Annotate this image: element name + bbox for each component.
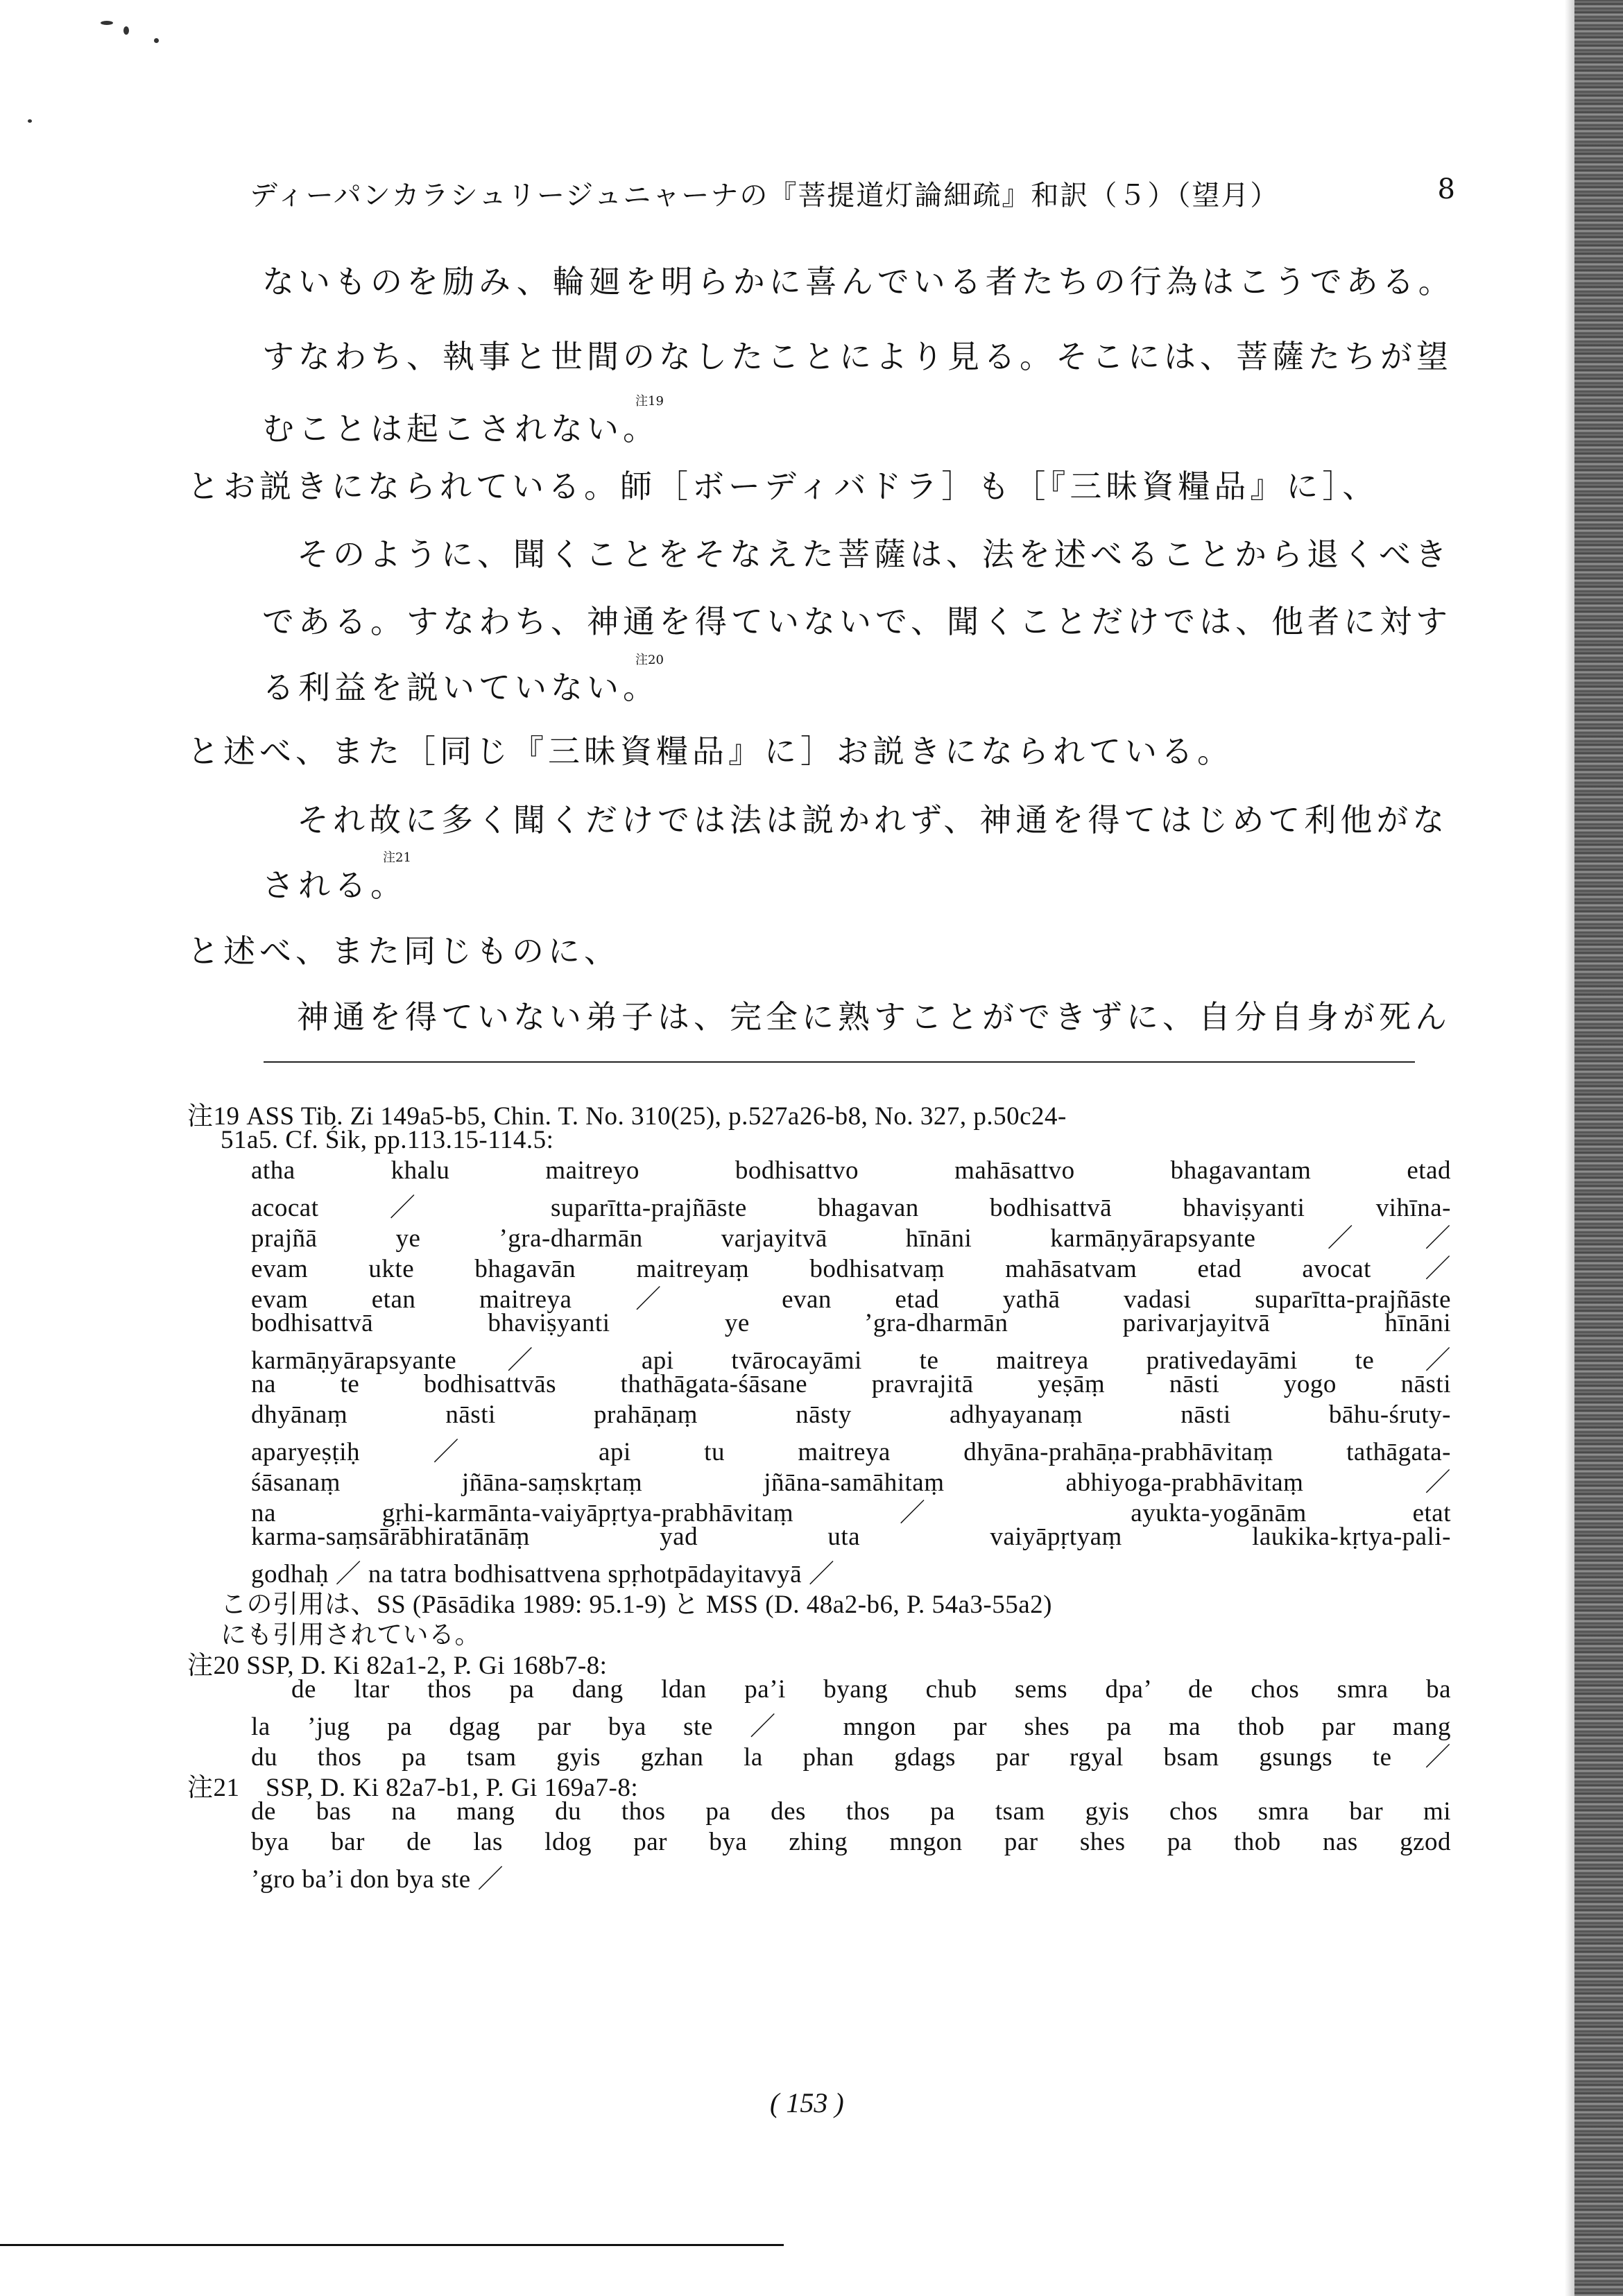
footnote-line: evam etan maitreya ／ evan etad yathā vadasi suparītta-prajñāste — [251, 1285, 1451, 1314]
footnote-line: karma-saṃsārābhiratānāṃ yad uta vaiyāpṛtyaṃ laukika-kṛtya-pali- — [251, 1523, 1451, 1551]
footnote-line: ’gro ba’i don bya ste ／ — [251, 1865, 504, 1894]
footnote-line: śāsanaṃ jñāna-saṃskṛtaṃ jñāna-samāhitaṃ abhiyoga-prabhāvitaṃ ／ — [251, 1468, 1451, 1497]
footnote-line: na gṛhi-karmānta-vaiyāpṛtya-prabhāvitaṃ ／ ayukta-yogānām etat — [251, 1499, 1451, 1527]
footnote-line: karmāṇyārapsyante／ api tvārocayāmi te maitreya prativedayāmi te／ — [251, 1346, 1451, 1375]
footnote-line: atha khalu maitreyo bodhisattvo mahāsattvo bhagavantam etad — [251, 1156, 1451, 1185]
footnote-line: de ltar thos pa dang ldan pa’i byang chub sems dpa’ de chos smra ba — [291, 1675, 1451, 1704]
footnote-line: bya bar de las ldog par bya zhing mngon par shes pa thob nas gzod — [251, 1828, 1451, 1856]
scan-edge-shadow — [1565, 0, 1574, 2296]
body-line: それ故に多く聞くだけでは法は説かれず、神通を得てはじめて利他がな — [297, 801, 1449, 839]
footnote-line: 51a5. Cf. Śik, pp.113.15-114.5: — [221, 1126, 554, 1154]
footnote-rule — [264, 1061, 1415, 1063]
footnote-line: 注19 ASS Tib. Zi 149a5-b5, Chin. T. No. 310(25), p.527a26-b8, No. 327, p.50c24- — [187, 1102, 1067, 1131]
body-line: とお説きになられている。師［ボーディバドラ］も［『三昧資糧品』に］、 — [187, 468, 1379, 505]
body-line: である。すなわち、神通を得ていないで、聞くことだけでは、他者に対す — [262, 603, 1452, 640]
footnote-line: du thos pa tsam gyis gzhan la phan gdags par rgyal bsam gsungs te／ — [251, 1743, 1451, 1772]
footnote-line: この引用は、SS (Pāsādika 1989: 95.1-9) と MSS (D. 48a2-b6, P. 54a3-55a2) — [221, 1591, 1052, 1619]
header-title: ディーパンカラシュリージュニャーナの『菩提道灯論細疏』和訳（５）（望月） — [250, 180, 1280, 212]
note-ref: 注20 — [635, 652, 664, 667]
scan-speck — [123, 26, 129, 35]
footnote-line: dhyānaṃ nāsti prahāṇaṃ nāsty adhyayanaṃ nāsti bāhu-śruty- — [251, 1400, 1451, 1429]
body-line: と述べ、また同じものに、 — [187, 932, 620, 970]
body-line: される。$^{注21}$ — [262, 850, 411, 904]
footnote-line: prajñā ye ’gra-dharmān varjayitvā hīnāni karmāṇyārapsyante／／ — [251, 1224, 1451, 1253]
body-line: 神通を得ていない弟子は、完全に熟すことができずに、自分自身が死ん — [297, 998, 1451, 1036]
footnote-line: godhaḥ ／ na tatra bodhisattvena spṛhotpādayitavyā ／ — [251, 1560, 835, 1588]
body-line: そのように、聞くことをそなえた菩薩は、法を述べることから退くべき — [297, 536, 1451, 573]
footnote-line: 注20 SSP, D. Ki 82a1-2, P. Gi 168b7-8: — [187, 1652, 608, 1680]
footnote-line: 注21 SSP, D. Ki 82a7-b1, P. Gi 169a7-8: — [187, 1774, 639, 1802]
footnote-line: にも引用されている。 — [221, 1621, 481, 1650]
body-line: ないものを励み、輪廻を明らかに喜んでいる者たちの行為はこうである。 — [262, 263, 1454, 300]
body-line: る利益を説いていない。$^{注20}$ — [262, 652, 664, 706]
footnote-line: de bas na mang du thos pa des thos pa tsam gyis chos smra bar mi — [251, 1797, 1451, 1826]
footnote-line: na te bodhisattvās thathāgata-śāsane pravrajitā yeṣāṃ nāsti yogo nāsti — [251, 1370, 1451, 1398]
scan-speck — [28, 119, 32, 123]
footnote-line: evam ukte bhagavān maitreyaṃ bodhisatvaṃ mahāsatvam etad avocat／ — [251, 1255, 1451, 1283]
note-ref: 注21 — [383, 850, 411, 865]
scan-speck — [154, 38, 159, 43]
footnote-line: bodhisattvā bhaviṣyanti ye ’gra-dharmān parivarjayitvā hīnāni — [251, 1309, 1451, 1337]
footnote-line: acocat ／ suparītta-prajñāste bhagavan bodhisattvā bhaviṣyanti vihīna- — [251, 1194, 1451, 1222]
body-line: むことは起こされない。$^{注19}$ — [262, 393, 664, 447]
note-ref: 注19 — [635, 393, 664, 409]
scan-speck — [101, 21, 113, 25]
scan-edge — [1574, 0, 1623, 2296]
body-line: すなわち、執事と世間のなしたことにより見る。そこには、菩薩たちが望 — [262, 338, 1452, 375]
bottom-scan-line — [0, 2244, 784, 2246]
footnote-line: aparyeṣṭiḥ ／ api tu maitreya dhyāna-prahāṇa-prabhāvitaṃ tathāgata- — [251, 1438, 1451, 1466]
footnote-line: la ’jug pa dgag par bya ste ／ mngon par shes pa ma thob par mang — [251, 1713, 1451, 1741]
page-footer-number: ( 153 ) — [770, 2087, 844, 2118]
header-page-number: 8 — [1437, 173, 1457, 205]
body-line: と述べ、また［同じ『三昧資糧品』に］お説きになられている。 — [187, 733, 1233, 770]
